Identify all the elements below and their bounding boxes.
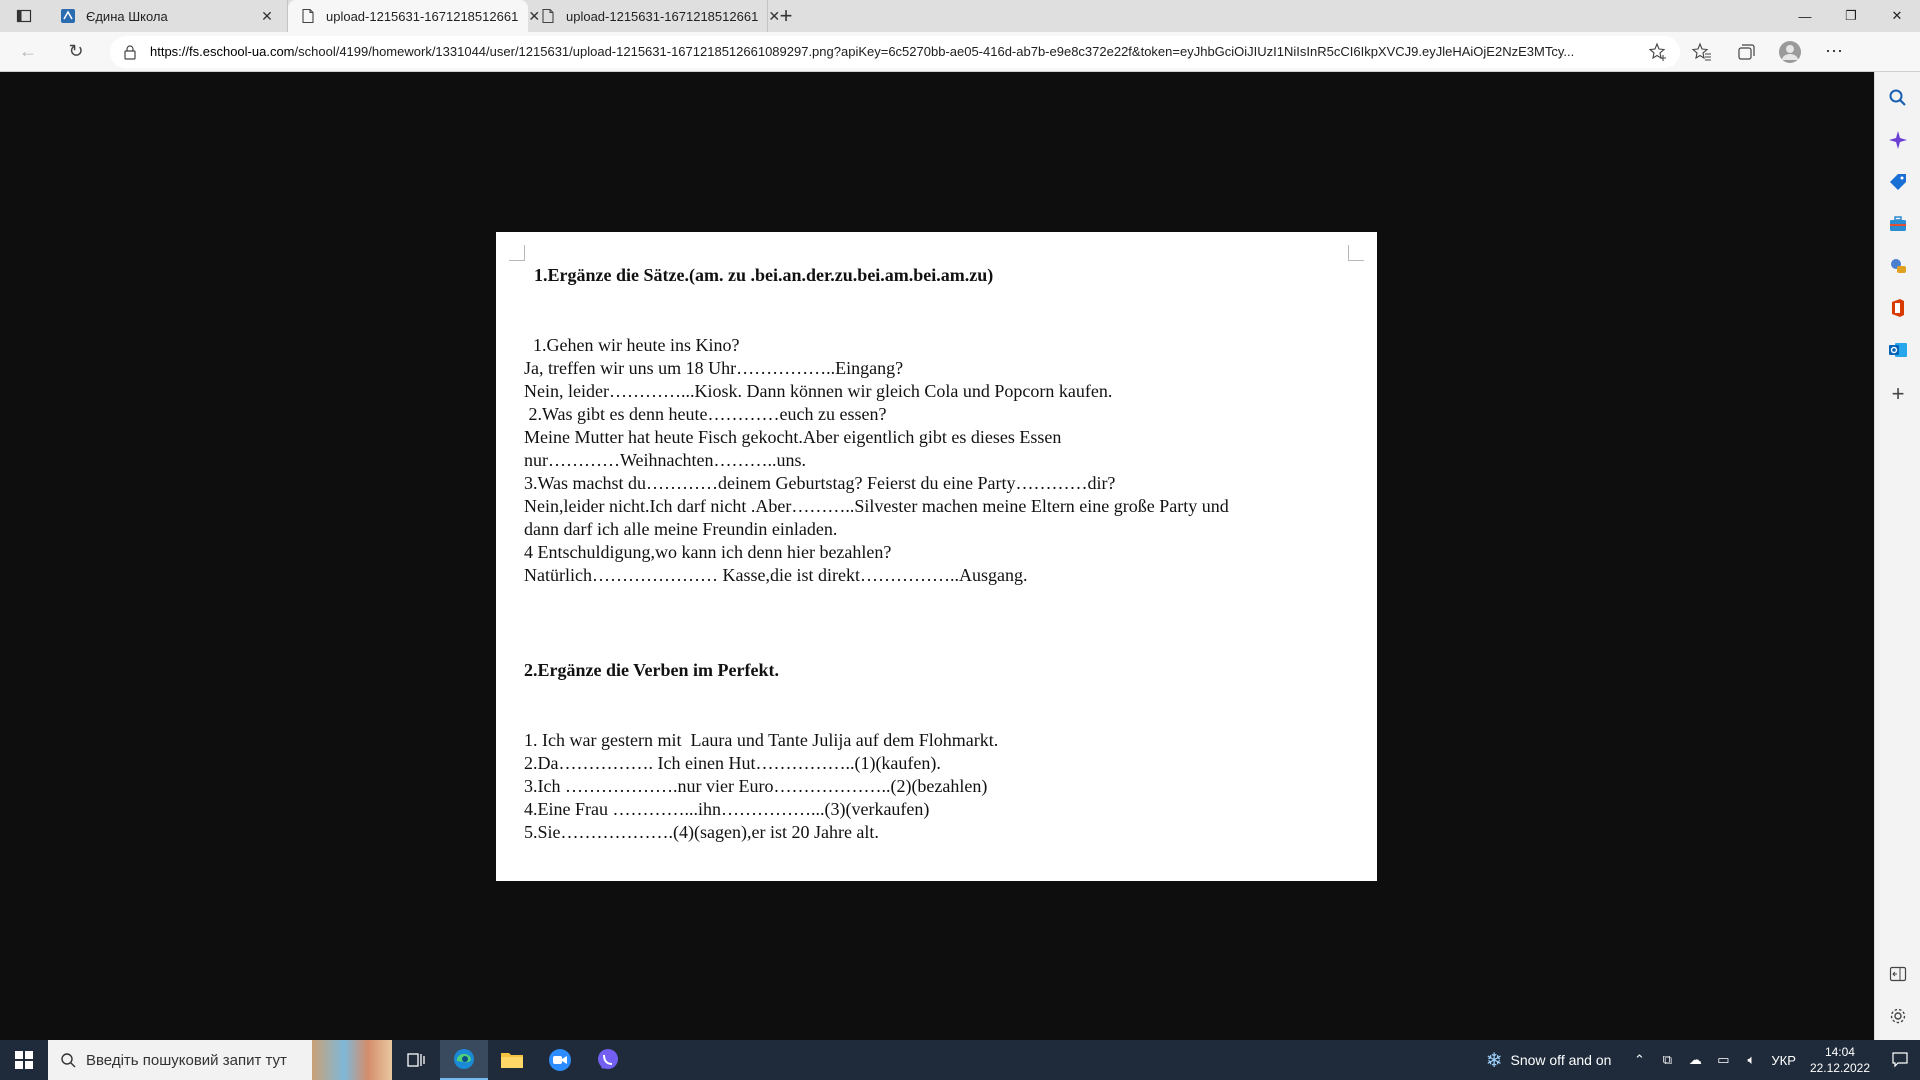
exercise-line: dann darf ich alle meine Freundin einladen. bbox=[524, 519, 838, 539]
start-button[interactable] bbox=[0, 1040, 48, 1080]
search-placeholder: Введіть пошуковий запит тут bbox=[86, 1051, 287, 1069]
outlook-icon bbox=[1888, 340, 1908, 360]
exercise-line: 1.Gehen wir heute ins Kino? bbox=[524, 335, 740, 355]
search-highlight-image bbox=[312, 1040, 392, 1080]
taskbar-edge-button[interactable] bbox=[440, 1040, 488, 1080]
sidebar-outlook-button[interactable] bbox=[1886, 338, 1910, 362]
sidebar-tools-button[interactable] bbox=[1886, 212, 1910, 236]
close-icon: ✕ bbox=[1891, 8, 1903, 23]
tab-upload-active[interactable] bbox=[288, 0, 541, 32]
school-favicon-icon bbox=[60, 8, 76, 24]
exercise-line: 4 Entschuldigung,wo kann ich denn hier bezahlen? bbox=[524, 542, 892, 562]
homework-page bbox=[496, 232, 1377, 881]
profile-avatar-icon bbox=[1778, 40, 1802, 64]
clock[interactable] bbox=[1810, 1044, 1870, 1076]
system-tray bbox=[1486, 1040, 1920, 1080]
weather-widget[interactable] bbox=[1486, 1048, 1612, 1073]
exercise-line: 1. Ich war gestern mit Laura und Tante Julija auf dem Flohmarkt. bbox=[524, 730, 999, 750]
sidebar-add-button[interactable] bbox=[1886, 382, 1910, 406]
exercise-line: Ja, treffen wir uns um 18 Uhr……………..Eingang? bbox=[524, 358, 904, 378]
tab-title: upload-1215631-1671218512661 bbox=[566, 8, 759, 24]
minimize-icon: — bbox=[1798, 8, 1812, 24]
image-viewer bbox=[0, 72, 1874, 1040]
tab-actions-button[interactable] bbox=[0, 0, 48, 32]
exercise-1-heading: 1.Ergänze die Sätze.(am. zu .bei.an.der.zu.bei.am.bei.am.zu) bbox=[534, 265, 994, 285]
panel-collapse-icon bbox=[1889, 965, 1907, 983]
sidebar-settings-button[interactable] bbox=[1886, 1004, 1910, 1028]
shopping-tag-icon bbox=[1888, 172, 1908, 192]
zoom-icon bbox=[548, 1048, 572, 1072]
office-icon bbox=[1888, 298, 1908, 318]
tab-title: Єдина Школа bbox=[86, 8, 168, 24]
close-tab-icon[interactable]: ✕ bbox=[261, 8, 273, 24]
back-arrow-icon: ← bbox=[19, 41, 37, 61]
profile-button[interactable] bbox=[1768, 36, 1812, 68]
network-adapter-icon[interactable]: ⧉ bbox=[1662, 1052, 1673, 1067]
sidebar-search-button[interactable] bbox=[1886, 86, 1910, 110]
exercise-2-heading: 2.Ergänze die Verben im Perfekt. bbox=[524, 660, 779, 680]
sidebar-discover-button[interactable] bbox=[1886, 128, 1910, 152]
url-path: /school/4199/homework/1331044/user/1215631/upload-1215631-1671218512661089297.png?apiKey=6c5270bb-ae05-416d-ab7b-e9e8c372e22f&token=eyJhbGciOiJIUzI1NiIsInR5cCI6IkpXVCJ9.eyJleHAiOjE2NzE3MTcy... bbox=[294, 44, 1575, 59]
favorites-icon bbox=[1692, 42, 1712, 62]
folder-icon bbox=[500, 1050, 524, 1070]
sidebar-hide-button[interactable] bbox=[1886, 962, 1910, 986]
exercise-line: Nein,leider nicht.Ich darf nicht .Aber………..Silvester machen meine Eltern eine große Party und bbox=[524, 496, 1229, 516]
document-icon bbox=[300, 8, 316, 24]
page-corner-mark bbox=[1348, 245, 1364, 261]
edge-sidebar bbox=[1874, 72, 1920, 1040]
exercise-line: 5.Sie……………….(4)(sagen),er ist 20 Jahre alt. bbox=[524, 822, 879, 842]
notification-center-button[interactable] bbox=[1880, 1040, 1920, 1080]
search-icon bbox=[1888, 88, 1908, 108]
restore-button[interactable] bbox=[1828, 0, 1874, 32]
games-icon bbox=[1888, 256, 1908, 276]
taskbar-search-box[interactable] bbox=[48, 1040, 392, 1080]
windows-logo-icon bbox=[15, 1051, 33, 1069]
edge-browser-icon bbox=[452, 1047, 476, 1071]
collections-icon bbox=[1736, 42, 1756, 62]
search-icon bbox=[60, 1052, 76, 1068]
exercise-line: Nein, leider…………...Kiosk. Dann können wir gleich Cola und Popcorn kaufen. bbox=[524, 381, 1113, 401]
close-tab-icon[interactable]: ✕ bbox=[528, 8, 541, 24]
collections-button[interactable] bbox=[1724, 36, 1768, 68]
restore-icon: ❐ bbox=[1845, 8, 1857, 23]
exercise-line: 2.Da……………. Ich einen Hut……………..(1)(kaufen). bbox=[524, 753, 941, 773]
exercise-line: Natürlich………………… Kasse,die ist direkt……………..Ausgang. bbox=[524, 565, 1028, 585]
task-view-icon bbox=[407, 1051, 425, 1069]
exercise-line: nur…………Weihnachten………..uns. bbox=[524, 450, 807, 470]
sidebar-office-button[interactable] bbox=[1886, 296, 1910, 320]
close-tab-icon[interactable]: ✕ bbox=[768, 8, 781, 24]
task-view-button[interactable] bbox=[392, 1040, 440, 1080]
sidebar-games-button[interactable] bbox=[1886, 254, 1910, 278]
tab-strip bbox=[0, 0, 1920, 32]
close-window-button[interactable] bbox=[1874, 0, 1920, 32]
back-button[interactable] bbox=[8, 36, 48, 68]
document-icon bbox=[540, 8, 556, 24]
url-host: https://fs.eschool-ua.com bbox=[150, 44, 295, 59]
refresh-icon: ↻ bbox=[68, 41, 84, 61]
snowflake-icon: ❄ bbox=[1485, 1049, 1503, 1072]
gear-icon bbox=[1889, 1007, 1907, 1025]
exercise-line: 4.Eine Frau …………...ihn……………...(3)(verkaufen) bbox=[524, 799, 930, 819]
sidebar-shopping-button[interactable] bbox=[1886, 170, 1910, 194]
tab-edyna-shkola[interactable] bbox=[48, 0, 288, 32]
exercise-line: 3.Was machst du…………deinem Geburtstag? Feierst du eine Party…………dir? bbox=[524, 473, 1116, 493]
exercise-line: 2.Was gibt es denn heute…………euch zu essen? bbox=[524, 404, 887, 424]
settings-more-button[interactable] bbox=[1812, 36, 1856, 68]
url-text[interactable] bbox=[150, 44, 1638, 59]
tab-upload[interactable] bbox=[528, 0, 781, 32]
refresh-button[interactable] bbox=[56, 36, 96, 68]
plus-icon: + bbox=[1891, 381, 1905, 406]
input-language-indicator[interactable]: УКР bbox=[1771, 1052, 1796, 1068]
volume-icon[interactable]: 🔈︎ bbox=[1747, 1052, 1756, 1067]
show-hidden-icons-button[interactable]: ⌃ bbox=[1633, 1052, 1645, 1067]
plus-icon: + bbox=[779, 3, 793, 28]
sparkle-icon bbox=[1888, 130, 1908, 150]
taskbar-zoom-button[interactable] bbox=[536, 1040, 584, 1080]
windows-taskbar bbox=[0, 1040, 1920, 1080]
clock-time: 14:04 bbox=[1824, 1045, 1855, 1059]
exercise-line: 3.Ich ……………….nur vier Euro………………..(2)(bezahlen) bbox=[524, 776, 988, 796]
taskbar-explorer-button[interactable] bbox=[488, 1040, 536, 1080]
network-icon[interactable]: ▭ bbox=[1717, 1052, 1730, 1067]
address-bar[interactable] bbox=[110, 36, 1680, 68]
more-icon: ⋯ bbox=[1825, 41, 1843, 61]
lock-icon[interactable] bbox=[122, 44, 138, 60]
weather-text: Snow off and on bbox=[1510, 1052, 1612, 1068]
viber-icon bbox=[596, 1048, 620, 1072]
tab-actions-icon bbox=[16, 8, 32, 24]
clock-date: 22.12.2022 bbox=[1809, 1061, 1870, 1075]
browser-toolbar bbox=[0, 32, 1920, 72]
taskbar-viber-button[interactable] bbox=[584, 1040, 632, 1080]
page-corner-mark bbox=[509, 245, 525, 261]
favorites-button[interactable] bbox=[1680, 36, 1724, 68]
exercise-line: Meine Mutter hat heute Fisch gekocht.Aber eigentlich gibt es dieses Essen bbox=[524, 427, 1062, 447]
minimize-button[interactable] bbox=[1782, 0, 1828, 32]
onedrive-cloud-icon[interactable]: ☁ bbox=[1688, 1052, 1702, 1067]
add-favorite-icon[interactable] bbox=[1648, 42, 1668, 62]
tab-title: upload-1215631-1671218512661 bbox=[326, 8, 519, 24]
toolbox-icon bbox=[1888, 214, 1908, 234]
window-controls bbox=[1782, 0, 1920, 32]
notification-icon bbox=[1891, 1051, 1909, 1069]
